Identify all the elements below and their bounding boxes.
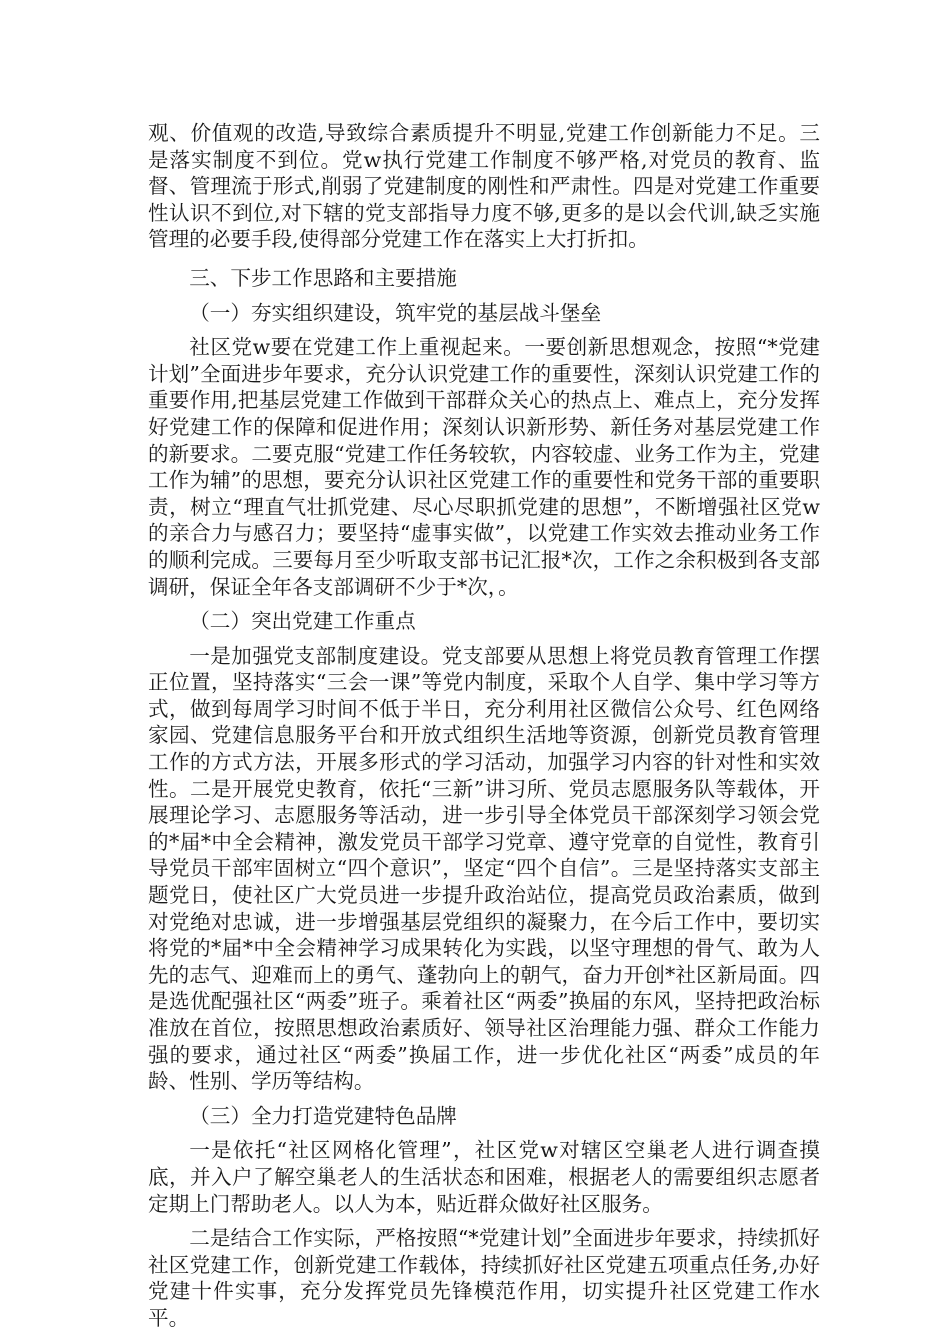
- sub-heading-3: （三）全力打造党建特色品牌: [189, 1103, 457, 1128]
- paragraph-continued: 观、价值观的改造,导致综合素质提升不明显,党建工作创新能力不足。三是落实制度不到位。党w执行党建工作制度不够严格,对党员的教育、监督、管理流于形式,削弱了党建制度的刚性和严肃性。四是对党建工作重要性认识不到位,对下辖的党支部指导力度不够,更多的是以会代训,缺乏实施管理的必要手段,使得部分党建工作在落实上大打折扣。: [148, 121, 820, 252]
- paragraph-brand-2: 二是结合工作实际，严格按照“*党建计划”全面进步年要求，持续抓好社区党建工作，创新党建工作载体，持续抓好社区党建五项重点任务,办好党建十件实事，充分发挥党员先锋模范作用，切实提升社区党建工作水平。: [148, 1226, 820, 1330]
- section-heading-3: 三、下步工作思路和主要措施: [189, 265, 457, 290]
- paragraph-organization: 社区党w要在党建工作上重视起来。一要创新思想观念，按照“*党建计划”全面进步年要求，充分认识党建工作的重要性，深刻认识党建工作的重要作用,把基层党建工作做到干部群众关心的热点上、难点上，充分发挥好党建工作的保障和促进作用；深刻认识新形势、新任务对基层党建工作的新要求。二要克服“党建工作任务较软，内容较虚、业务工作为主，党建工作为辅”的思想，要充分认识社区党建工作的重要性和党务干部的重要职责，树立“理直气壮抓党建、尽心尽职抓党建的思想”，不断增强社区党w的亲合力与感召力；要坚持“虚事实做”，以党建工作实效去推动业务工作的顺利完成。三要每月至少听取支部书记汇报*次，工作之余积极到各支部调研，保证全年各支部调研不少于*次，。: [148, 335, 820, 599]
- paragraph-key-work: 一是加强党支部制度建设。党支部要从思想上将党员教育管理工作摆正位置，坚持落实“三会一课”等党内制度，采取个人自学、集中学习等方式，做到每周学习时间不低于半日，充分利用社区微信公众号、红色网络家园、党建信息服务平台和开放式组织生活地等资源，创新党员教育管理工作的方式方法，开展多形式的学习活动，加强学习内容的针对性和实效性。二是开展党史教育，依托“三新”讲习所、党员志愿服务队等载体，开展理论学习、志愿服务等活动，进一步引导全体党员干部深刻学习领会党的*届*中全会精神，激发党员干部学习党章、遵守党章的自觉性，教育引导党员干部牢固树立“四个意识”，坚定“四个自信”。三是坚持落实支部主题党日，使社区广大党员进一步提升政治站位，提高党员政治素质，做到对党绝对忠诚，进一步增强基层党组织的凝聚力，在今后工作中，要切实将党的*届*中全会精神学习成果转化为实践，以坚守理想的骨气、敢为人先的志气、迎难而上的勇气、蓬勃向上的朝气，奋力开创*社区新局面。四是选优配强社区“两委”班子。乘着社区“两委”换届的东风，坚持把政治标准放在首位，按照思想政治素质好、领导社区治理能力强、群众工作能力强的要求，通过社区“两委”换届工作，进一步优化社区“两委”成员的年龄、性别、学历等结构。: [148, 643, 821, 1094]
- document-page: [148, 120, 820, 1332]
- paragraph-brand-1: 一是依托“社区网格化管理”，社区党w对辖区空巢老人进行调查摸底，并入户了解空巢老人的生活状态和困难，根据老人的需要组织志愿者定期上门帮助老人。以人为本，贴近群众做好社区服务。: [148, 1138, 820, 1216]
- sub-heading-2: （二）突出党建工作重点: [189, 609, 416, 634]
- sub-heading-1: （一）夯实组织建设，筑牢党的基层战斗堡垒: [189, 300, 602, 325]
